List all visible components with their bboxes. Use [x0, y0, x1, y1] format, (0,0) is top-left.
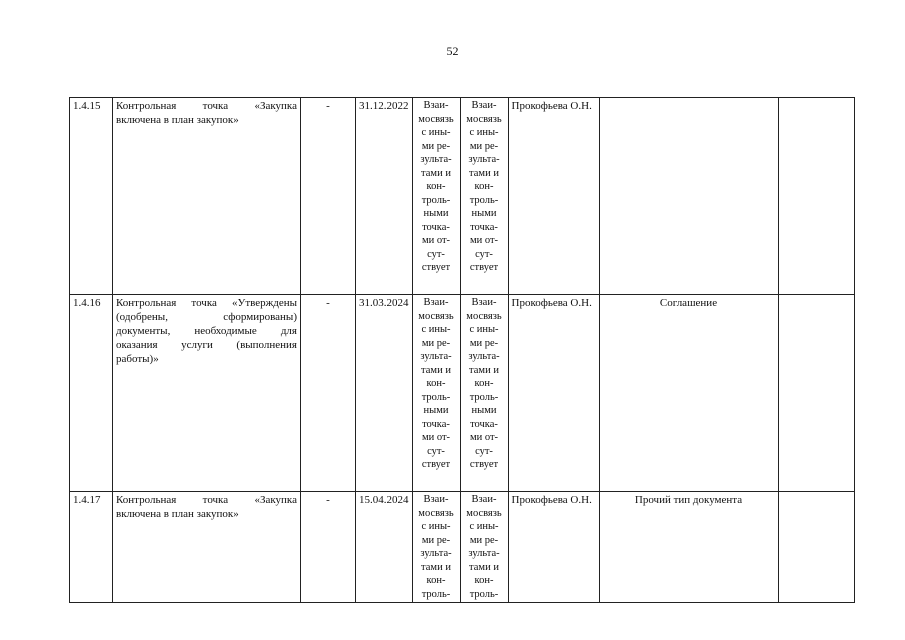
relation-cell [460, 98, 508, 295]
row-number: 1.4.16 [70, 295, 113, 492]
control-point-name: Контрольная точка «Закупка включена в план закупок» [113, 492, 301, 603]
relation-text: Взаи- мосвязь с ины- ми ре- зульта- тами и кон- троль- ными точка- ми от- сут- ствует [466, 297, 502, 470]
relation-text: Взаи- мосвязь с ины- ми ре- зульта- тами и кон- троль- ными точка- ми от- сут- ствует [418, 297, 454, 470]
responsible-person: Прокофьева О.Н. [508, 295, 599, 492]
deadline-date: 31.12.2022 [356, 98, 413, 295]
document-type: Прочий тип документа [599, 492, 778, 603]
relation-cell [412, 295, 460, 492]
relation-text: Взаи- мосвязь с ины- ми ре- зульта- тами и кон- троль- ными точка- ми от- сут- ствует [418, 100, 454, 273]
deadline-date: 31.03.2024 [356, 295, 413, 492]
responsible-person: Прокофьева О.Н. [508, 492, 599, 603]
page-number: 52 [446, 44, 459, 58]
control-point-name: Контрольная точка «Закупка включена в план закупок» [113, 98, 301, 295]
row-number: 1.4.15 [70, 98, 113, 295]
table-row [70, 492, 855, 603]
control-point-name: Контрольная точка «Утверждены (одобрены, сформированы) документы, необходимые для оказания услуги (выполнения работы)» [113, 295, 301, 492]
relation-cell [460, 295, 508, 492]
relation-text: Взаи- мосвязь с ины- ми ре- зульта- тами и кон- троль- [466, 494, 502, 600]
control-points-table [69, 97, 855, 603]
row-number: 1.4.17 [70, 492, 113, 603]
empty-marker: - [301, 295, 356, 492]
relation-text: Взаи- мосвязь с ины- ми ре- зульта- тами и кон- троль- [418, 494, 454, 600]
relation-text: Взаи- мосвязь с ины- ми ре- зульта- тами и кон- троль- ными точка- ми от- сут- ствует [466, 100, 502, 273]
table-row [70, 295, 855, 492]
empty-marker: - [301, 492, 356, 603]
responsible-person: Прокофьева О.Н. [508, 98, 599, 295]
empty-marker: - [301, 98, 356, 295]
document-type: Соглашение [599, 295, 778, 492]
extra-cell [778, 98, 854, 295]
table-row [70, 98, 855, 295]
document-type [599, 98, 778, 295]
relation-cell [460, 492, 508, 603]
extra-cell [778, 295, 854, 492]
deadline-date: 15.04.2024 [356, 492, 413, 603]
relation-cell [412, 492, 460, 603]
extra-cell [778, 492, 854, 603]
relation-cell [412, 98, 460, 295]
